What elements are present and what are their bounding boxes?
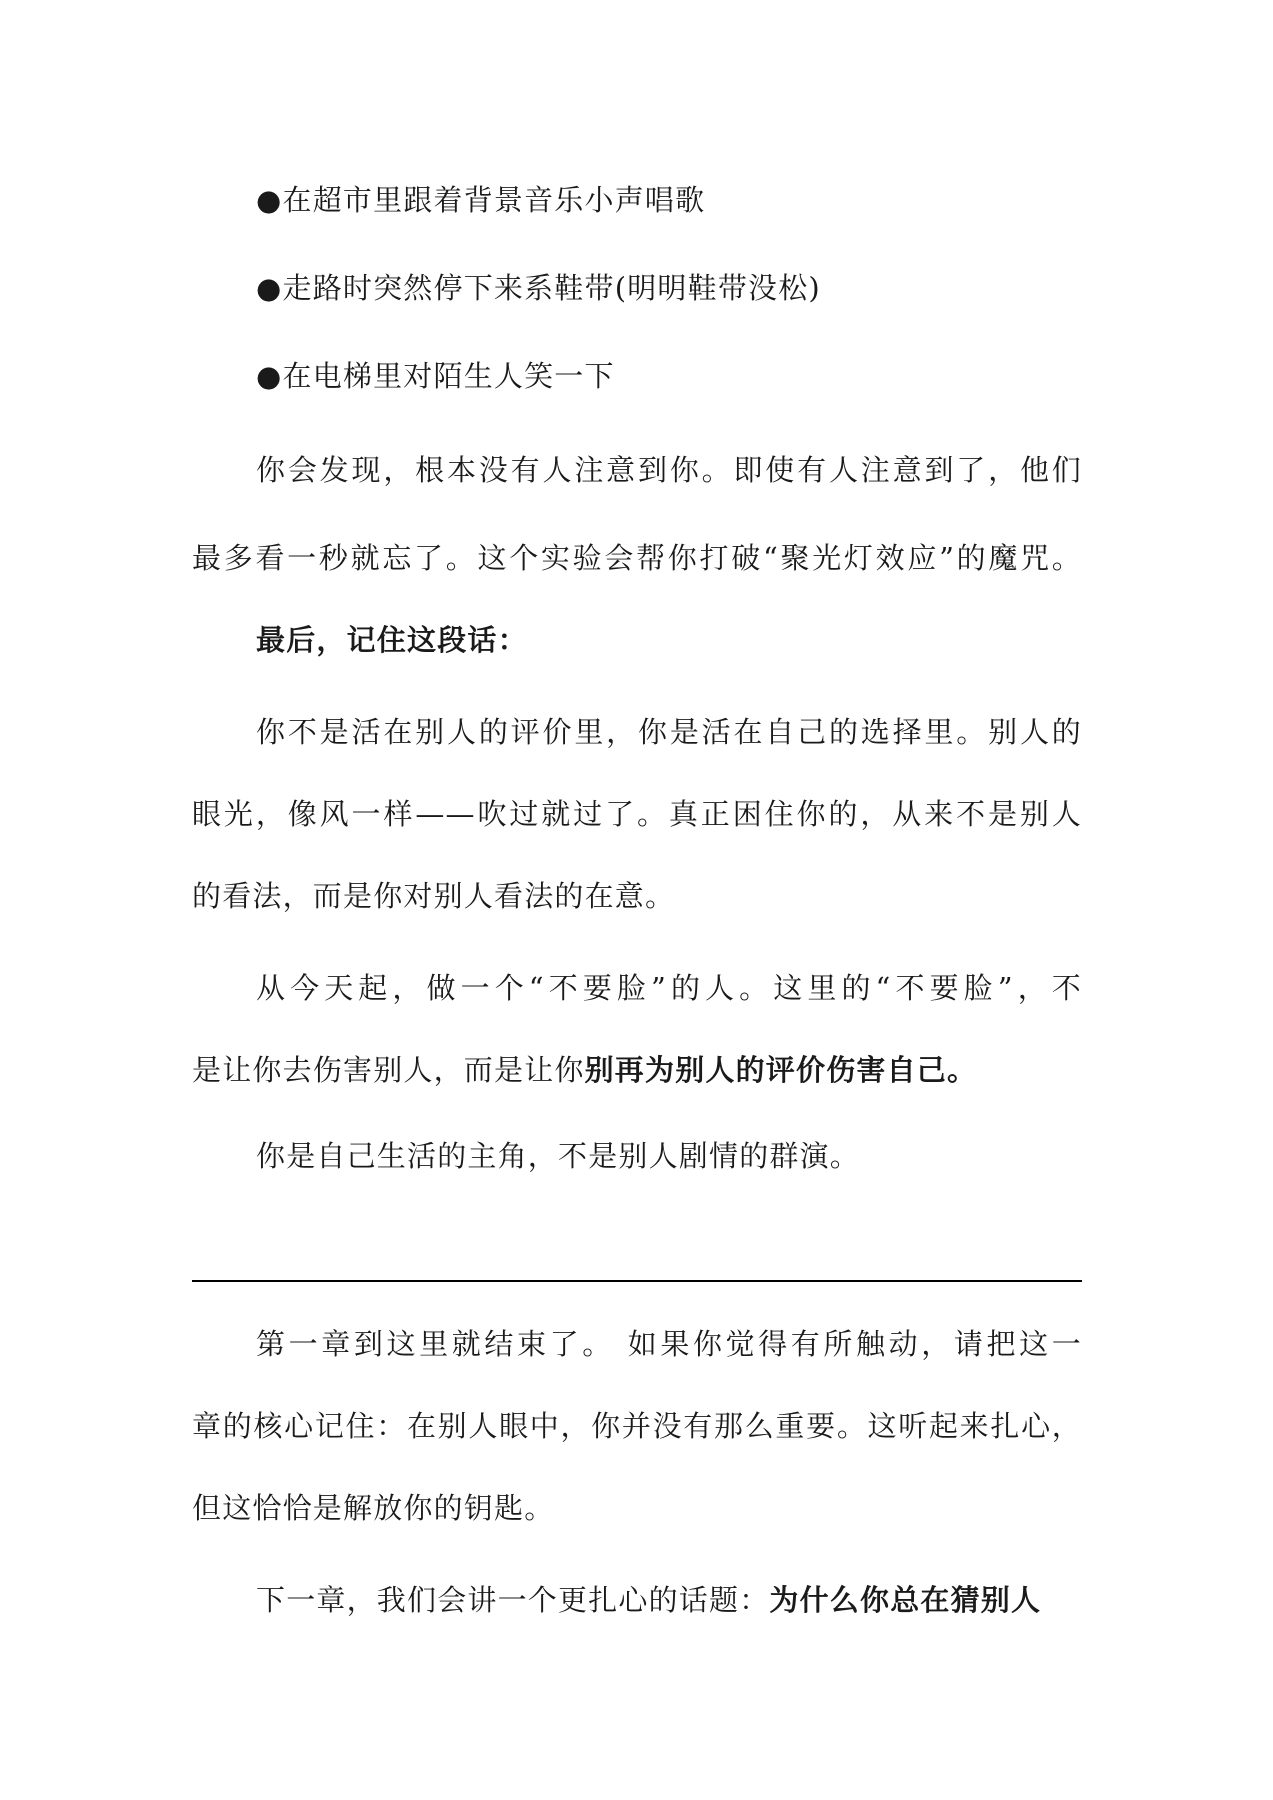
paragraph-line: 章的核心记住：在别人眼中，你并没有那么重要。这听起来扎心， xyxy=(192,1409,1082,1443)
paragraph-line: 最多看一秒就忘了。这个实验会帮你打破“聚光灯效应”的魔咒。 xyxy=(192,541,1082,575)
paragraph-line: 的看法，而是你对别人看法的在意。 xyxy=(192,879,676,913)
paragraph-line xyxy=(192,1050,1082,1090)
paragraph-line: 从今天起，做一个“不要脸”的人。这里的“不要脸”，不 xyxy=(256,971,1082,1005)
paragraph-line: 眼光，像风一样——吹过就过了。真正困住你的，从来不是别人 xyxy=(192,797,1082,831)
section-heading: 最后，记住这段话： xyxy=(256,623,528,657)
emphasis-text: 为什么你总在猜别人 xyxy=(769,1583,1042,1617)
paragraph-text: 是让你去伤害别人，而是让你 xyxy=(192,1053,585,1087)
horizontal-divider xyxy=(192,1280,1082,1282)
paragraph-line: 你会发现，根本没有人注意到你。即使有人注意到了，他们 xyxy=(256,453,1082,487)
paragraph-line xyxy=(256,1580,1082,1620)
paragraph-line: 但这恰恰是解放你的钥匙。 xyxy=(192,1491,555,1525)
paragraph-text: 下一章，我们会讲一个更扎心的话题： xyxy=(256,1583,770,1617)
bullet-item-3: ●在电梯里对陌生人笑一下 xyxy=(256,359,615,393)
paragraph-line: 你不是活在别人的评价里，你是活在自己的选择里。别人的 xyxy=(256,715,1082,749)
bullet-item-1: ●在超市里跟着背景音乐小声唱歌 xyxy=(256,183,706,217)
emphasis-text: 别再为别人的评价伤害自己。 xyxy=(584,1053,978,1087)
bullet-item-2: ●走路时突然停下来系鞋带(明明鞋带没松) xyxy=(256,271,821,305)
paragraph-line: 第一章到这里就结束了。 如果你觉得有所触动，请把这一 xyxy=(256,1327,1082,1361)
paragraph-line: 你是自己生活的主角，不是别人剧情的群演。 xyxy=(256,1139,861,1173)
